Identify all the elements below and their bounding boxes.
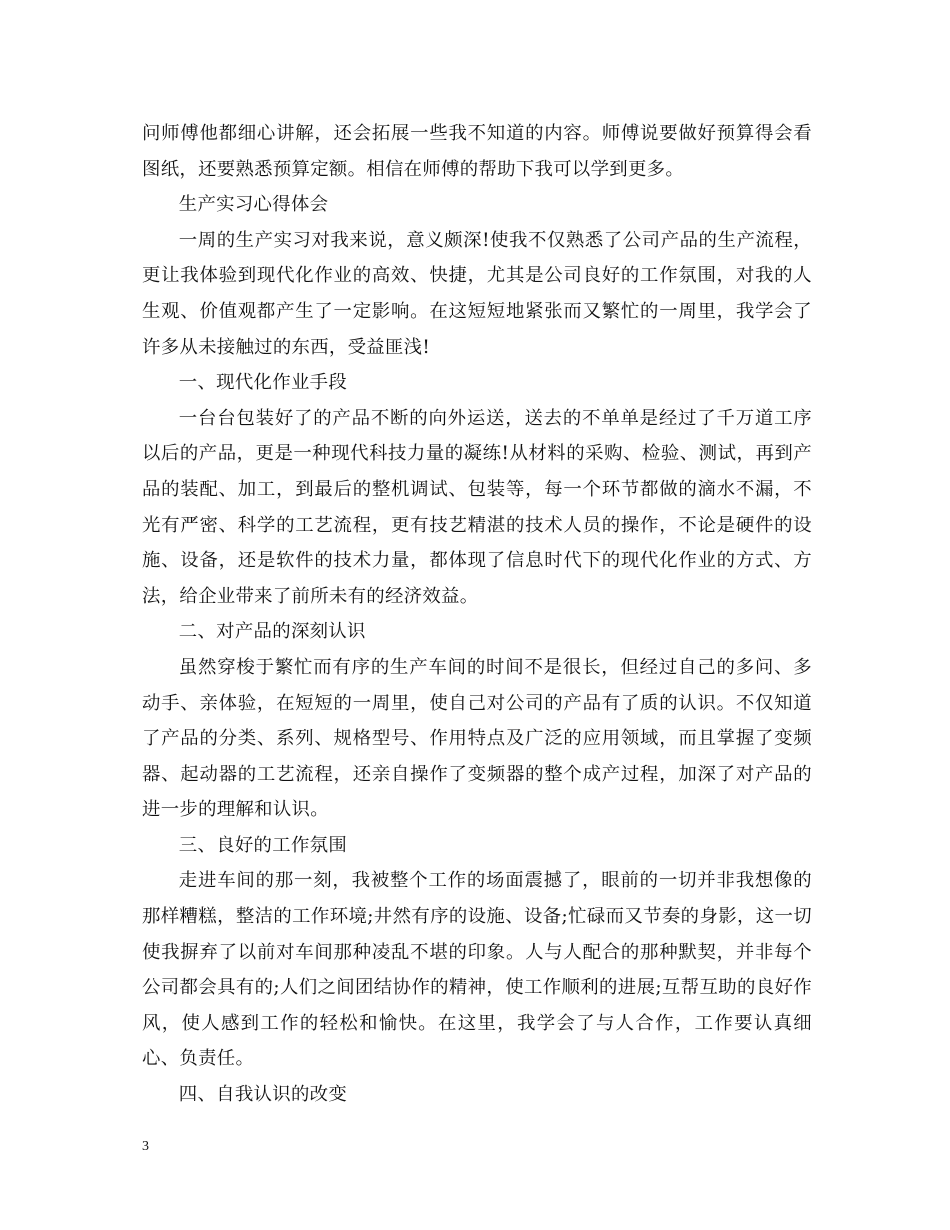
paragraph-product-understanding: 虽然穿梭于繁忙而有序的生产车间的时间不是很长，但经过自己的多问、多动手、亲体验，在短短的一周里，使自己对公司的产品有了质的认识。不仅知道了产品的分类、系列、规格型号、作用特点及广泛的应用领域，而且掌握了变频器、起动器的工艺流程，还亲自操作了变频器的整个成产过程，加深了对产品的进一步的理解和认识。 [142, 656, 812, 821]
heading-work-atmosphere: 三、良好的工作氛围 [178, 834, 348, 856]
document-body [142, 116, 812, 1113]
paragraph-modern-operations: 一台台包装好了的产品不断的向外运送，送去的不单单是经过了千万道工序以后的产品，更是一种现代科技力量的凝练!从材料的采购、检验、测试，再到产品的装配、加工，到最后的整机调试、包装等，每一个环节都做的滴水不漏，不光有严密、科学的工艺流程，更有技艺精湛的技术人员的操作，不论是硬件的设施、设备，还是软件的技术力量，都体现了信息时代下的现代化作业的方式、方法，给企业带来了前所未有的经济效益。 [142, 407, 812, 607]
paragraph-intro: 一周的生产实习对我来说，意义颇深!使我不仅熟悉了公司产品的生产流程，更让我体验到现代化作业的高效、快捷，尤其是公司良好的工作氛围，对我的人生观、价值观都产生了一定影响。在这短短地紧张而又繁忙的一周里，我学会了许多从未接触过的东西，受益匪浅! [142, 229, 812, 358]
heading-product-understanding: 二、对产品的深刻认识 [178, 621, 366, 643]
heading-self-awareness: 四、自我认识的改变 [178, 1084, 348, 1106]
paragraph-continuation: 问师傅他都细心讲解，还会拓展一些我不知道的内容。师傅说要做好预算得会看图纸，还要熟悉预算定额。相信在师傅的帮助下我可以学到更多。 [142, 123, 812, 180]
section-title-internship-reflection: 生产实习心得体会 [178, 194, 329, 216]
page-number: 3 [142, 1139, 149, 1154]
heading-modern-operations: 一、现代化作业手段 [178, 372, 348, 394]
paragraph-work-atmosphere: 走进车间的那一刻，我被整个工作的场面震撼了，眼前的一切并非我想像的那样糟糕，整洁的工作环境;井然有序的设施、设备;忙碌而又节奏的身影，这一切使我摒弃了以前对车间那种凌乱不堪的印象。人与人配合的那种默契，并非每个公司都会具有的;人们之间团结协作的精神，使工作顺利的进展;互帮互助的良好作风，使人感到工作的轻松和愉快。在这里，我学会了与人合作，工作要认真细心、负责任。 [142, 870, 812, 1070]
